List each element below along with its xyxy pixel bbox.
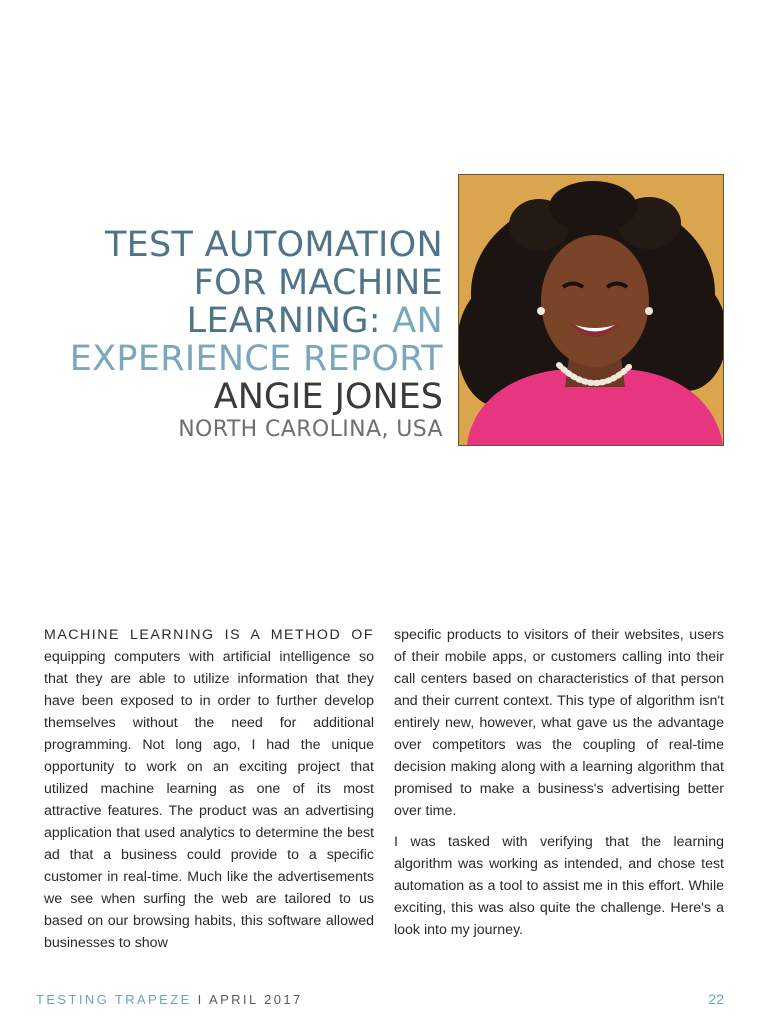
paragraph-task: I was tasked with verifying that the learning algorithm was working as intended, and chose test automation as a tool to assist me in this effort. While exciting, this was also quite the challenge. Here's a look into my journey. — [394, 834, 724, 938]
author-portrait — [458, 174, 724, 446]
title-line-3 — [43, 302, 443, 340]
title-line-4: EXPERIENCE REPORT — [69, 339, 443, 379]
article-title-block — [43, 226, 443, 444]
paragraph-intro — [44, 624, 374, 954]
title-line-3-dark: LEARNING: — [186, 301, 381, 341]
paragraph-continued: specific products to visitors of their websites, users of their mobile apps, or customers calling into their call centers based on characteristics of that person and their current context. This type of algorithm isn't entirely new, however, what gave us the advantage over competitors was the coupling of real-time decision making along with a learning algorithm that promised to make a business's advertising better over time. — [394, 627, 724, 819]
author-location: NORTH CAROLINA, USA — [178, 417, 443, 442]
page-number: 22 — [708, 991, 724, 1007]
footer-publication — [36, 992, 303, 1007]
title-line-2: FOR MACHINE — [193, 263, 443, 303]
footer-date: APRIL 2017 — [209, 992, 303, 1007]
article-column-left — [44, 624, 374, 963]
author-name: ANGIE JONES — [213, 377, 443, 417]
footer-brand: TESTING TRAPEZE — [36, 992, 192, 1007]
intro-text: equipping computers with artificial intelligence so that they are able to utilize information that they have been exposed to in order to further develop themselves without the need for additional programming. Not long ago, I had the unique opportunity to work on an exciting project that utilized machine learning as one of its most attractive features. The product was an advertising application that used analytics to determine the best ad that a business could provide to a specific customer in real-time. Much like the advertisements we see when surfing the web are tailored to us based on our browsing habits, this software allowed businesses to show — [44, 649, 374, 951]
title-line-3-light: AN — [380, 301, 443, 341]
title-line-1: TEST AUTOMATION — [104, 225, 443, 265]
footer-separator: I — [191, 992, 209, 1007]
article-column-right — [394, 624, 724, 950]
lead-in-text: MACHINE LEARNING IS A METHOD OF — [44, 627, 374, 643]
